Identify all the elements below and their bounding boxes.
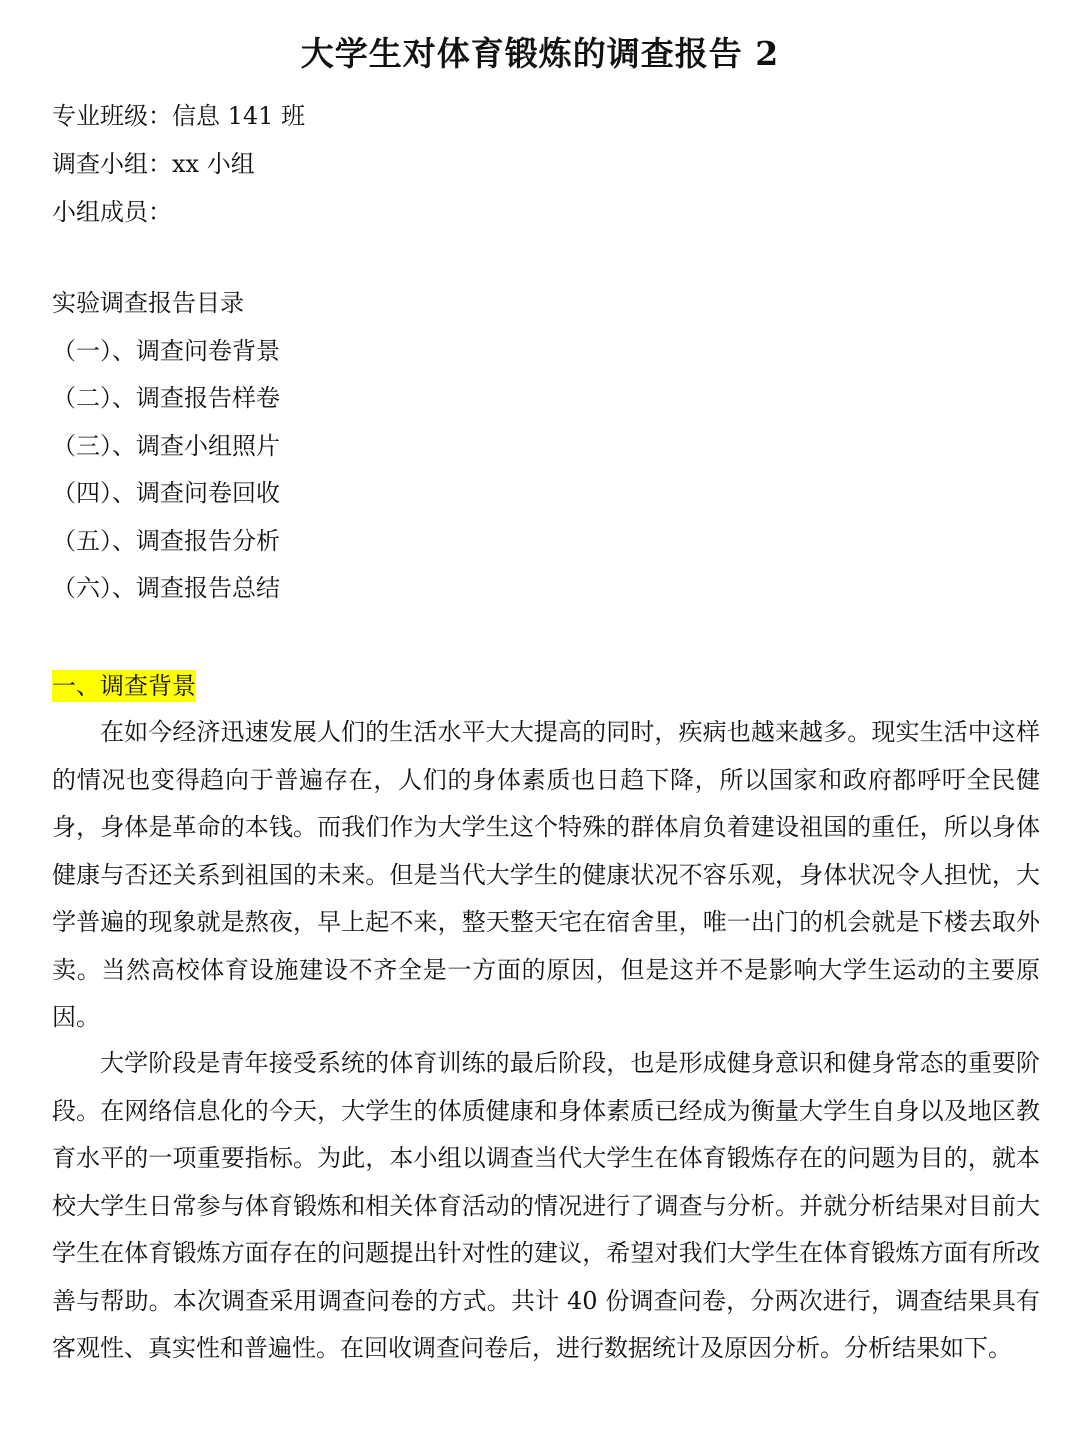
toc-item-1: （一）、调查问卷背景 <box>52 336 280 365</box>
section-heading-background <box>52 664 196 708</box>
body-paragraph-1: 在如今经济迅速发展人们的生活水平大大提高的同时，疾病也越来越多。现实生活中这样的情况也变得趋向于普遍存在，人们的身体素质也日趋下降，所以国家和政府都呼吁全民健身，身体是革命的本钱。而我们作为大学生这个特殊的群体肩负着建设祖国的重任，所以身体健康与否还关系到祖国的未来。但是当代大学生的健康状况不容乐观，身体状况令人担忧，大学普遍的现象就是熬夜，早上起不来，整天整天宅在宿舍里，唯一出门的机会就是下楼去取外卖。当然高校体育设施建设不齐全是一方面的原因，但是这并不是影响大学生运动的主要原因。 <box>52 718 1040 1031</box>
document-title: 大学生对体育锻炼的调查报告 2 <box>300 34 780 73</box>
toc-item-5: （五）、调查报告分析 <box>52 526 280 555</box>
report-info <box>52 92 1032 236</box>
survey-group-line: 调查小组：xx 小组 <box>52 150 255 178</box>
toc-heading: 实验调查报告目录 <box>52 289 244 317</box>
members-line: 小组成员： <box>52 198 172 226</box>
major-class-line: 专业班级：信息 141 班 <box>52 102 306 130</box>
toc-item-6: （六）、调查报告总结 <box>52 574 280 602</box>
toc-item-3: （三）、调查小组照片 <box>52 431 280 460</box>
table-of-contents <box>52 280 1032 613</box>
toc-item-2: （二）、调查报告样卷 <box>52 384 280 412</box>
body-paragraph-2: 大学阶段是青年接受系统的体育训练的最后阶段，也是形成健身意识和健身常态的重要阶段。在网络信息化的今天，大学生的体质健康和身体素质已经成为衡量大学生自身以及地区教育水平的一项重要指标。为此，本小组以调查当代大学生在体育锻炼存在的问题为目的，就本校大学生日常参与体育锻炼和相关体育活动的情况进行了调查与分析。并就分析结果对目前大学生在体育锻炼方面存在的问题提出针对性的建议，希望对我们大学生在体育锻炼方面有所改善与帮助。本次调查采用调查问卷的方式。共计 40 份调查问卷，分两次进行，调查结果具有客观性、真实性和普遍性。在回收调查问卷后，进行数据统计及原因分析。分析结果如下。 <box>52 1049 1040 1362</box>
toc-item-4: （四）、调查问卷回收 <box>52 479 280 507</box>
highlighted-heading-text: 一、调查背景 <box>52 672 196 700</box>
